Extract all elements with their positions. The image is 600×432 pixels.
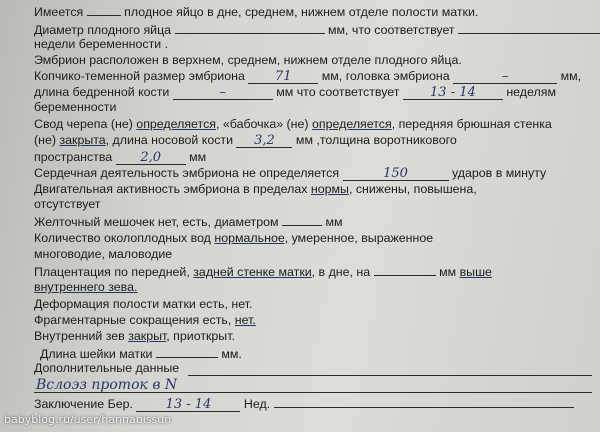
line-yolk-sac <box>34 214 342 229</box>
label: мм ,толщина воротникового <box>295 133 457 147</box>
line-pregnancy <box>34 100 116 114</box>
label: Плацентация по передней, <box>34 265 190 279</box>
line-nasal-bone <box>34 133 457 148</box>
underlined-choice: нет. <box>234 313 256 327</box>
line-amniotic <box>34 231 433 245</box>
handwritten-nasal: 3,2 <box>236 134 292 148</box>
label: мм, что соответствует <box>327 23 455 37</box>
line-crl <box>34 69 581 84</box>
label: Заключение Бер. <box>34 397 133 411</box>
label: Нед. <box>243 397 271 411</box>
label: Внутренний зев <box>34 329 125 343</box>
label: , снижены, повышена, <box>348 182 477 196</box>
label: умеренное, выраженное <box>291 231 434 245</box>
label: Дополнительные данные <box>34 361 180 375</box>
underlined-choice: определяется <box>312 117 392 131</box>
blank-field <box>458 22 600 34</box>
line-cervix-os <box>34 329 235 343</box>
line-deformation <box>34 297 252 311</box>
label: мм <box>439 265 457 279</box>
underlined-choice: задней стенке матки <box>193 265 312 279</box>
blank-field <box>374 264 436 276</box>
line-internal-os <box>34 280 137 294</box>
label: Двигательная активность эмбриона в пределах <box>34 182 308 196</box>
label: мм. <box>221 347 242 361</box>
handwritten-head: – <box>453 70 557 84</box>
label: (не) <box>34 133 56 147</box>
line-fetal-egg <box>34 4 478 19</box>
handwritten-crl: 71 <box>248 70 318 84</box>
blank-field <box>282 214 322 226</box>
underlined-choice: определяется <box>136 117 216 131</box>
blank-field <box>156 346 218 358</box>
line-hydramnios <box>34 247 172 261</box>
label: , приоткрыт. <box>166 329 235 343</box>
underlined-choice: нормальное, <box>214 231 289 245</box>
line-skull <box>34 117 552 131</box>
line-femur <box>34 85 556 100</box>
line-motor <box>34 182 477 196</box>
label: Свод черепа (не) <box>34 117 133 131</box>
underlined-choice: нормы <box>310 182 349 196</box>
label: мм <box>325 215 343 229</box>
label: недели беременности . <box>34 37 169 51</box>
label: Фрагментарные сокращения есть, <box>34 313 232 327</box>
underlined-choice: выше <box>459 265 492 279</box>
label: мм что соответствует <box>276 85 400 99</box>
line-absent <box>34 197 100 211</box>
line-embryo-position <box>34 53 462 67</box>
label: Длина шейки матки <box>40 347 153 361</box>
label: беременности <box>34 100 117 114</box>
label: ударов в минуту <box>451 166 547 180</box>
blank-field <box>87 4 121 16</box>
line-conclusion <box>34 396 574 412</box>
label: мм <box>189 150 207 164</box>
label: Имеется <box>34 5 84 19</box>
label: , в дне, на <box>311 265 371 279</box>
label: , длина носовой кости <box>105 133 234 147</box>
label: Деформация полости матки есть, нет. <box>34 297 253 311</box>
label: Эмбрион расположен в верхнем, среднем, нижнем отделе плодного яйца. <box>34 53 462 67</box>
additional-rule-2 <box>34 392 592 393</box>
watermark-text: babyblog.ru/user/hannabissun <box>4 413 172 426</box>
blank-field <box>274 396 574 408</box>
label: отсутствует <box>34 197 101 211</box>
handwritten-heartrate: 150 <box>343 167 449 181</box>
line-heart <box>34 166 546 181</box>
handwritten-additional: Вслоэз проток в N <box>36 377 178 393</box>
label: мм, головка эмбриона <box>321 69 450 83</box>
label: неделям <box>506 85 556 99</box>
label: длина бедренной кости <box>34 85 170 99</box>
underlined-choice: закрыта <box>59 133 106 147</box>
handwritten-weeks: 13 - 14 <box>403 86 503 100</box>
handwritten-nuchal: 2,0 <box>116 151 186 165</box>
label: мм, <box>560 69 582 83</box>
handwritten-femur: – <box>173 86 273 100</box>
line-cervix-length <box>40 346 242 361</box>
label: Сердечная деятельность эмбриона не определяется <box>34 166 340 180</box>
label: Диаметр плодного яйца <box>34 23 172 37</box>
label: пространства <box>34 150 113 164</box>
label: , передняя брюшная стенка <box>391 117 552 131</box>
line-weeks <box>34 37 168 51</box>
additional-rule <box>188 375 592 376</box>
label: , «бабочка» (не) <box>215 117 309 131</box>
label: многоводие, маловодие <box>34 247 173 261</box>
underlined-choice: закрыт <box>128 329 167 343</box>
line-placenta <box>34 264 492 279</box>
label: плодное яйцо в дне, среднем, нижнем отделе полости матки. <box>124 5 479 19</box>
line-additional <box>34 361 179 375</box>
label: Количество околоплодных вод <box>34 231 211 245</box>
blank-field <box>175 22 325 34</box>
line-nuchal <box>34 150 206 165</box>
line-contractions <box>34 313 256 327</box>
handwritten-conclusion-weeks: 13 - 14 <box>136 398 240 412</box>
underlined-choice: внутреннего зева. <box>34 280 138 294</box>
label: Копчико-теменной размер эмбриона <box>34 69 245 83</box>
line-egg-diameter <box>34 22 600 37</box>
label: Желточный мешочек нет, есть, диаметром <box>34 215 279 229</box>
